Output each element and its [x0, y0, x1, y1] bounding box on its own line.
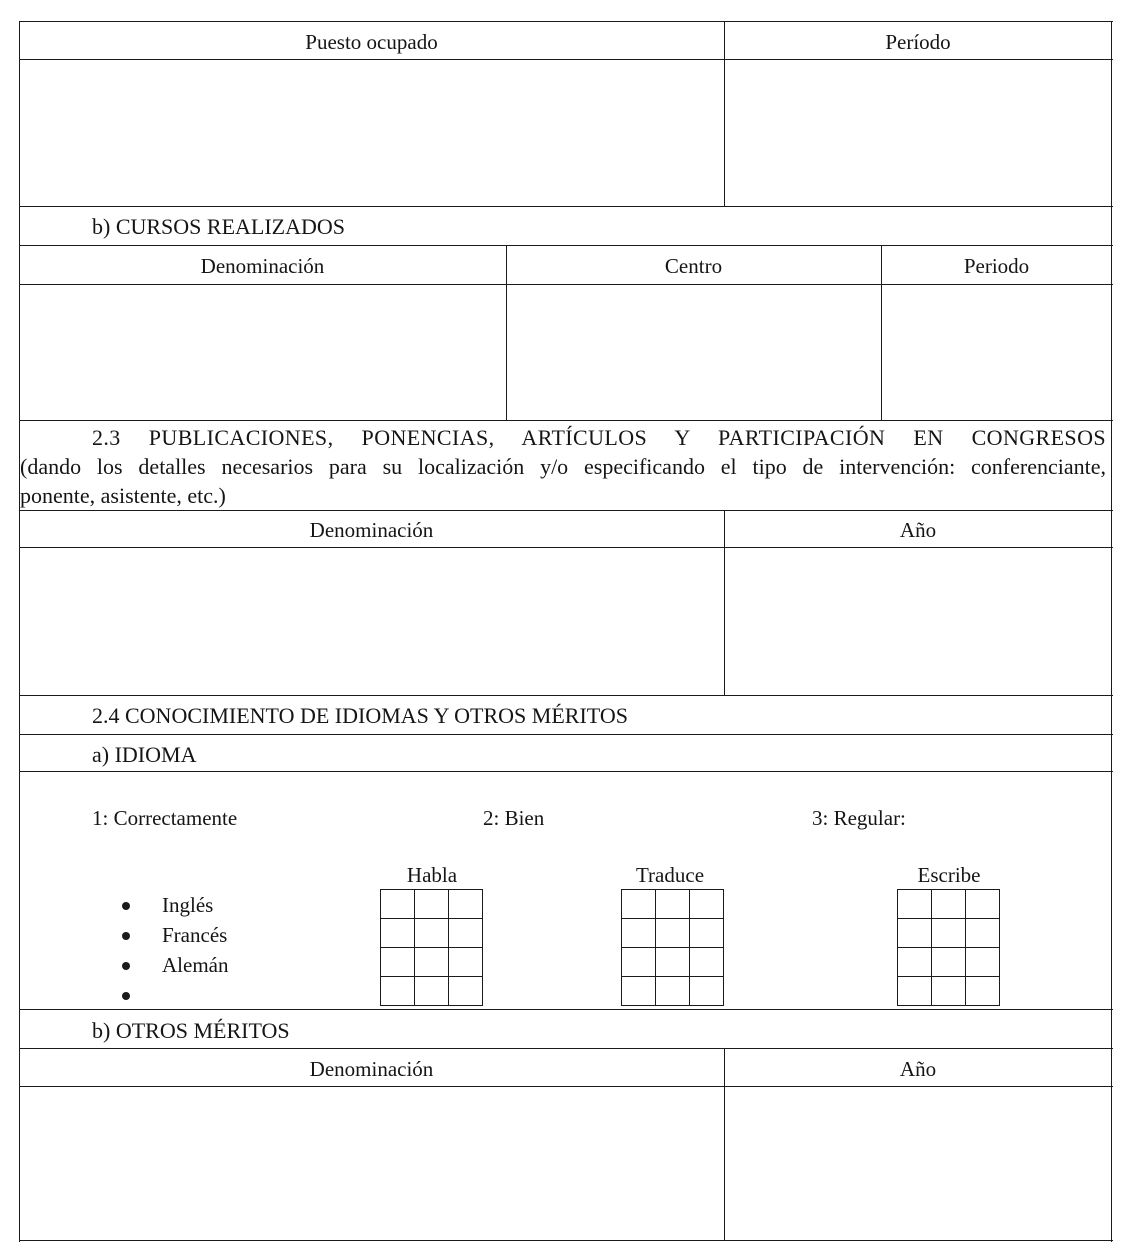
column-header-period: Período — [885, 30, 951, 54]
languages-merits-section-title: 2.4 CONOCIMIENTO DE IDIOMAS Y OTROS MÉRITOS — [92, 703, 628, 728]
column-header-course-name: Denominación — [200, 254, 325, 278]
scale-good: 2: Bien — [483, 806, 545, 830]
table-border — [19, 1009, 1113, 1010]
table-border — [19, 206, 1113, 207]
list-item — [122, 920, 228, 950]
translates-level-grid — [621, 889, 724, 1006]
table-border — [506, 245, 507, 421]
table-border — [19, 510, 1113, 511]
publications-title-line-1: 2.3 PUBLICACIONES, PONENCIAS, ARTÍCULOS Y PARTICIPACIÓN EN CONGRESOS — [92, 425, 1106, 450]
grid-cell[interactable] — [622, 890, 656, 919]
table-border — [19, 547, 1113, 548]
table-border — [19, 420, 1113, 421]
table-border — [19, 1086, 1113, 1087]
grid-cell[interactable] — [898, 919, 932, 948]
course-name-input-cell[interactable] — [20, 286, 505, 420]
table-border — [19, 695, 1113, 696]
grid-cell[interactable] — [415, 948, 449, 977]
column-header-publication-name: Denominación — [309, 518, 434, 542]
grid-cell[interactable] — [898, 948, 932, 977]
grid-cell[interactable] — [690, 948, 724, 977]
grid-cell[interactable] — [656, 977, 690, 1006]
grid-cell[interactable] — [415, 977, 449, 1006]
grid-cell[interactable] — [966, 977, 1000, 1006]
table-border — [19, 284, 1113, 285]
publication-name-input-cell[interactable] — [20, 549, 723, 694]
grid-cell[interactable] — [381, 977, 415, 1006]
grid-cell[interactable] — [898, 890, 932, 919]
column-header-merit-year: Año — [899, 1057, 937, 1081]
table-border — [19, 59, 1113, 60]
grid-cell[interactable] — [690, 890, 724, 919]
skill-translates-header: Traduce — [635, 863, 705, 887]
language-name: Francés — [162, 923, 228, 947]
table-border — [19, 1048, 1113, 1049]
table-border — [881, 245, 882, 421]
grid-cell[interactable] — [932, 948, 966, 977]
publication-year-input-cell[interactable] — [726, 549, 1111, 694]
courses-section-title: b) CURSOS REALIZADOS — [92, 214, 346, 239]
language-list — [122, 890, 228, 1010]
grid-cell[interactable] — [932, 977, 966, 1006]
grid-cell[interactable] — [449, 977, 483, 1006]
skill-writes-header: Escribe — [917, 863, 981, 887]
grid-cell[interactable] — [932, 919, 966, 948]
table-border — [19, 245, 1113, 246]
scale-correctly: 1: Correctamente — [92, 806, 238, 830]
column-header-position: Puesto ocupado — [305, 30, 438, 54]
scale-regular: 3: Regular: — [812, 806, 906, 830]
grid-cell[interactable] — [690, 919, 724, 948]
merit-year-input-cell[interactable] — [726, 1088, 1111, 1240]
grid-cell[interactable] — [622, 948, 656, 977]
table-border — [19, 21, 1113, 22]
grid-cell[interactable] — [898, 977, 932, 1006]
position-input-cell[interactable] — [20, 61, 723, 206]
merit-name-input-cell[interactable] — [20, 1088, 723, 1240]
column-header-publication-year: Año — [899, 518, 937, 542]
grid-cell[interactable] — [656, 919, 690, 948]
bullet-icon — [122, 992, 130, 1000]
grid-cell[interactable] — [656, 948, 690, 977]
course-center-input-cell[interactable] — [508, 286, 880, 420]
grid-cell[interactable] — [622, 919, 656, 948]
bullet-icon — [122, 902, 130, 910]
speaks-level-grid — [380, 889, 483, 1006]
grid-cell[interactable] — [381, 948, 415, 977]
list-item — [122, 980, 228, 1010]
list-item — [122, 890, 228, 920]
table-border — [724, 510, 725, 695]
grid-cell[interactable] — [966, 919, 1000, 948]
grid-cell[interactable] — [932, 890, 966, 919]
grid-cell[interactable] — [415, 919, 449, 948]
grid-cell[interactable] — [381, 890, 415, 919]
grid-cell[interactable] — [966, 890, 1000, 919]
publications-section-title — [22, 423, 1106, 510]
writes-level-grid — [897, 889, 1000, 1006]
language-name: Alemán — [162, 953, 229, 977]
table-border — [724, 21, 725, 207]
grid-cell[interactable] — [622, 977, 656, 1006]
grid-cell[interactable] — [381, 919, 415, 948]
publications-title-line-3: ponente, asistente, etc.) — [20, 483, 226, 508]
table-border — [19, 771, 1113, 772]
bullet-icon — [122, 962, 130, 970]
grid-cell[interactable] — [690, 977, 724, 1006]
period-input-cell[interactable] — [726, 61, 1111, 206]
table-border — [19, 734, 1113, 735]
publications-title-line-2: (dando los detalles necesarios para su localización y/o especificando el tipo de intervención: conferenciante, — [20, 454, 1106, 479]
course-period-input-cell[interactable] — [883, 286, 1111, 420]
list-item — [122, 950, 228, 980]
column-header-merit-name: Denominación — [309, 1057, 434, 1081]
grid-cell[interactable] — [449, 948, 483, 977]
languages-title: a) IDIOMA — [92, 742, 197, 767]
grid-cell[interactable] — [656, 890, 690, 919]
other-merits-section-title: b) OTROS MÉRITOS — [92, 1018, 290, 1043]
column-header-course-center: Centro — [664, 254, 723, 278]
grid-cell[interactable] — [449, 890, 483, 919]
skill-speaks-header: Habla — [406, 863, 458, 887]
column-header-course-period: Periodo — [963, 254, 1030, 278]
bullet-icon — [122, 932, 130, 940]
table-border — [19, 1240, 1113, 1241]
grid-cell[interactable] — [449, 919, 483, 948]
grid-cell[interactable] — [415, 890, 449, 919]
table-border — [724, 1048, 725, 1241]
language-name: Inglés — [162, 893, 214, 917]
grid-cell[interactable] — [966, 948, 1000, 977]
